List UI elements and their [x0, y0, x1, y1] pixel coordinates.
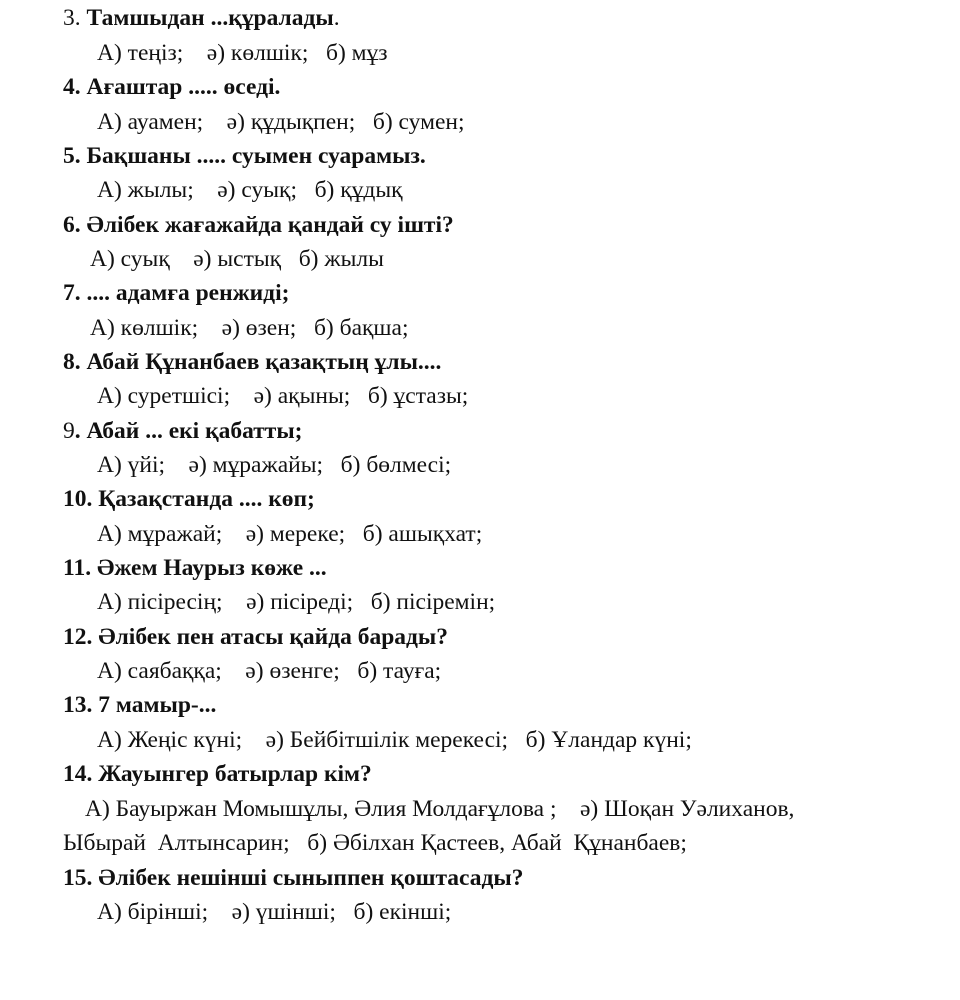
question-number: 4. [63, 74, 81, 100]
answer-options-8: А) суретшісі; ә) ақыны; б) ұстазы; [97, 383, 469, 409]
question-number: 15. [63, 865, 93, 891]
question-prompt: Ағаштар ..... өседі. [86, 74, 281, 100]
question-number: 11. [63, 555, 92, 581]
question-12 [63, 622, 448, 652]
question-4 [63, 72, 280, 102]
answer-options-10: А) мұражай; ә) мереке; б) ашықхат; [97, 521, 483, 547]
question-6 [63, 210, 454, 240]
answer-options-3: А) теңіз; ә) көлшік; б) мұз [97, 40, 388, 66]
question-number: 10. [63, 486, 93, 512]
question-number: 7. [63, 280, 81, 306]
answer-options-4: А) ауамен; ә) құдықпен; б) сумен; [97, 109, 465, 135]
answer-options-13: А) Жеңіс күні; ә) Бейбітшілік мерекесі; б) Ұландар күні; [97, 727, 692, 753]
answer-options-11: А) пісіресің; ә) пісіреді; б) пісіремін; [97, 589, 496, 615]
answer-options-9: А) үйі; ә) мұражайы; б) бөлмесі; [97, 452, 452, 478]
question-number: 13. [63, 692, 93, 718]
question-prompt: .... адамға ренжиді; [86, 280, 290, 306]
question-13 [63, 690, 216, 720]
question-tail: . [333, 5, 340, 31]
question-prompt: Жауынгер батырлар кім? [98, 761, 372, 787]
question-prompt: Әлібек нешінші сыныппен қоштасады? [98, 865, 524, 891]
question-number: 6. [63, 212, 81, 238]
question-11 [63, 553, 327, 583]
answer-options-14: А) Бауыржан Момышұлы, Әлия Молдағұлова ; ә) Шоқан Уәлиханов, [85, 796, 795, 822]
question-9 [63, 416, 303, 446]
question-prompt: Абай Құнанбаев қазақтың ұлы.... [86, 349, 442, 375]
question-number: 14. [63, 761, 93, 787]
question-prompt: 7 мамыр-... [98, 692, 217, 718]
question-7 [63, 278, 289, 308]
question-14 [63, 759, 372, 789]
question-5 [63, 141, 426, 171]
question-prompt: Қазақстанда .... көп; [98, 486, 315, 512]
question-number: 3. [63, 5, 81, 31]
answer-options-5: А) жылы; ә) суық; б) құдық [97, 177, 403, 203]
answer-options-12: А) саябаққа; ә) өзенге; б) тауға; [97, 658, 442, 684]
answer-options-6: А) суық ә) ыстық б) жылы [90, 246, 384, 272]
question-prompt: Тамшыдан ...құралады [86, 5, 334, 31]
question-10 [63, 484, 315, 514]
question-number: 12. [63, 624, 93, 650]
question-prompt: Бақшаны ..... суымен суарамыз. [86, 143, 426, 169]
question-prompt: Әлібек пен атасы қайда барады? [98, 624, 449, 650]
question-prompt: Әлібек жағажайда қандай су ішті? [86, 212, 454, 238]
answer-options-7: А) көлшік; ә) өзен; б) бақша; [90, 315, 409, 341]
question-8 [63, 347, 441, 377]
question-number: 9 [63, 418, 75, 444]
question-prompt: . Абай ... екі қабатты; [74, 418, 303, 444]
question-number: 8. [63, 349, 81, 375]
question-3 [63, 3, 340, 33]
question-15 [63, 863, 524, 893]
answer-options-14-continued: Ыбырай Алтынсарин; б) Әбілхан Қастеев, Абай Құнанбаев; [63, 830, 687, 856]
question-number: 5. [63, 143, 81, 169]
question-prompt: Әжем Наурыз көже ... [96, 555, 327, 581]
answer-options-15: А) бірінші; ә) үшінші; б) екінші; [97, 899, 452, 925]
